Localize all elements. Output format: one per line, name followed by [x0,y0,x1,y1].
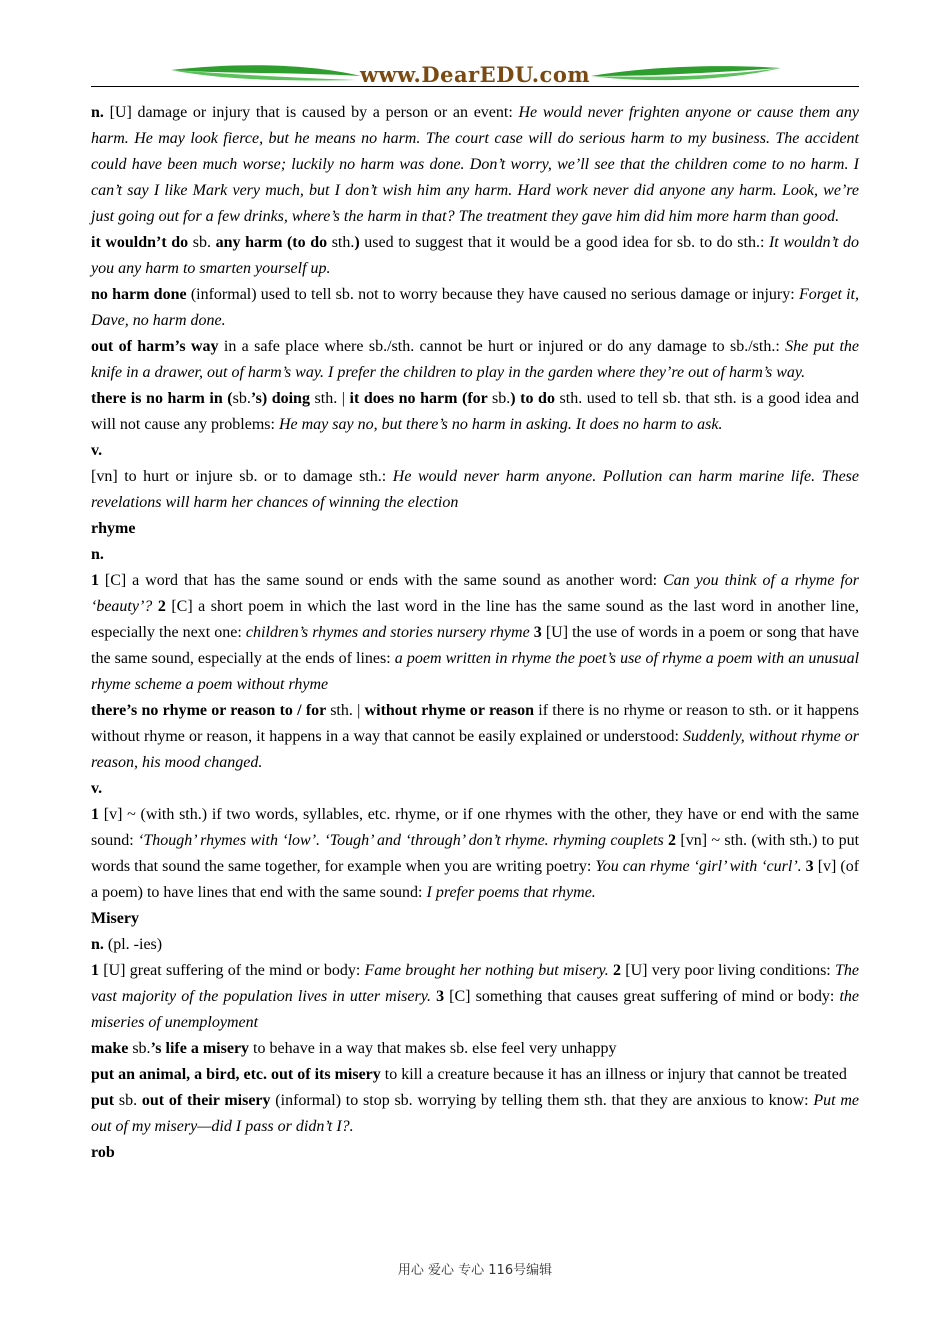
headword-text: without rhyme or reason [364,702,539,719]
headword-text: Misery [91,910,139,927]
headword-text: ) [354,234,365,251]
entry-paragraph [91,776,859,802]
headword-text: any harm (to do [215,234,332,251]
headword-text: there’s no rhyme or reason to / for [91,702,331,719]
definition-text: to behave in a way that makes sb. else feel very unhappy [253,1040,617,1057]
example-text: the miseries of unemployment [91,988,859,1031]
example-text: I prefer poems that rhyme. [426,884,596,901]
definition-text: sb. [132,1040,151,1057]
entry-paragraph [91,1088,859,1140]
definition-text: [U] very poor living conditions: [625,962,836,979]
headword-text: put an animal, a bird, etc. out of its misery [91,1066,385,1083]
definition-text: sb. [232,390,251,407]
example-text: a poem written in rhyme the poet’s use of rhyme a poem with an unusual rhyme scheme a poem without rhyme [91,650,860,693]
entry-paragraph [91,516,859,542]
headword-text: put [91,1092,119,1109]
definition-text: [C] a word that has the same sound or ends with the same sound as another word: [104,572,663,589]
definition-text: (informal) to stop sb. worrying by telling them sth. that they are anxious to know: [275,1092,814,1109]
example-text: Put me out of my misery—did I pass or didn’t I?. [91,1092,859,1135]
headword-text: out of their misery [141,1092,276,1109]
entry-paragraph [91,1036,859,1062]
headword-text: 2 [613,962,626,979]
headword-text: v. [91,780,103,797]
headword-text: no harm done [91,286,191,303]
headword-text: it does no harm (for [349,390,493,407]
entry-paragraph [91,932,859,958]
definition-text: if there is no rhyme or reason to sth. or it happens without rhyme or reason, it happens in a way that cannot be easily explained or understood: [91,702,860,745]
headword-text: 1 [91,962,104,979]
headword-text: v. [91,442,103,459]
page-footer: 用心 爱心 专心 116号编辑 [397,1263,553,1278]
entry-paragraph [91,698,859,776]
example-text: You can rhyme ‘girl’ with ‘curl’. [595,858,806,875]
headword-text: n. [91,104,110,121]
definition-text: sb. [492,390,511,407]
example-text: The vast majority of the population lives in utter misery. [91,962,860,1005]
headword-text: there is no harm in ( [91,390,233,407]
headword-text: n. [91,936,108,953]
headword-text: 3 [805,858,818,875]
headword-text: 3 [533,624,546,641]
definition-text: sb. [192,234,216,251]
headword-text: 1 [91,806,104,823]
example-text: Fame brought her nothing but misery. [364,962,614,979]
definition-text: in a safe place where sb./sth. cannot be hurt or injured or do any damage to sb./sth.: [223,338,786,355]
definition-text: (pl. -ies) [107,936,163,953]
example-text: ‘Though’ rhymes with ‘low’. ‘Tough’ and ‘through’ don’t rhyme. rhyming couplets [138,832,669,849]
entry-paragraph [91,906,859,932]
example-text: He may say no, but there’s no harm in asking. It does no harm to ask. [278,416,723,433]
entry-paragraph [91,334,859,386]
definition-text: to kill a creature because it has an illness or injury that cannot be treated [384,1066,847,1083]
headword-text: ’s) doing [250,390,315,407]
definition-text: [v] (of a poem) to have lines that end with the same sound: [91,858,860,901]
definition-text: [v] ~ (with sth.) if two words, syllables, etc. rhyme, or if one rhymes with the other, they have or end with the same sound: [91,806,860,849]
entry-paragraph [91,438,859,464]
definition-text: sth. | [330,702,365,719]
headword-text: out of harm’s way [91,338,224,355]
entry-paragraph [91,542,859,568]
entry-paragraph [91,802,859,906]
example-text: He would never frighten anyone or cause them any harm. He may look fierce, but he means no harm. The court case will do serious harm to my business. The accident could have been much worse; luckily no harm was done. Don’t worry, we’ll see that the children come to no harm. I can’t say I like Mark very much, but I don’t wish him any harm. Hard work never did anyone any harm. Look, we’re just going out for a few drinks, where’s the harm in that? The treatment they gave him did him more harm than good. [91,104,860,225]
entry-paragraph [91,282,859,334]
entry-paragraph [91,568,859,698]
definition-text: used to suggest that it would be a good idea for sb. to do sth.: [364,234,769,251]
site-title[interactable]: www.DearEDU.com [359,62,591,87]
page-header [91,60,859,88]
definition-text: [vn] ~ sth. (with sth.) to put words that sound the same together, for example when you are writing poetry: [91,832,860,875]
definition-text: sb. [118,1092,142,1109]
entry-paragraph [91,1140,859,1166]
example-text: children’s rhymes and stories nursery rhyme [245,624,534,641]
entry-paragraph [91,100,859,230]
headword-text: 3 [436,988,450,1005]
definition-text: sth. [331,234,355,251]
entry-paragraph [91,464,859,516]
headword-text: 2 [157,598,172,615]
dictionary-content [91,100,859,1166]
definition-text: [C] a short poem in which the last word in the line has the same sound as the last word in another line, especially the next one: [91,598,859,641]
headword-text: rhyme [91,520,136,537]
example-text: Suddenly, without rhyme or reason, his mood changed. [91,728,859,771]
headword-text: it wouldn’t do [91,234,193,251]
definition-text: [U] the use of words in a poem or song that have the same sound, especially at the ends of lines: [91,624,860,667]
example-text: He would never harm anyone. Pollution can harm marine life. These revelations will harm her chances of winning the election [91,468,859,511]
definition-text: [C] something that causes great suffering of mind or body: [449,988,840,1005]
definition-text: [vn] to hurt or injure sb. or to damage sth.: [91,468,393,485]
header-divider [91,86,859,87]
entry-paragraph [91,386,859,438]
definition-text: sth. | [314,390,350,407]
example-text: Forget it, Dave, no harm done. [91,286,860,329]
headword-text: ’s life a misery [150,1040,254,1057]
entry-paragraph [91,230,859,282]
definition-text: (informal) used to tell sb. not to worry because they have caused no serious damage or injury: [190,286,799,303]
definition-text: [U] great suffering of the mind or body: [103,962,365,979]
headword-text: rob [91,1144,115,1161]
example-text: Can you think of a rhyme for ‘beauty’? [91,572,859,615]
headword-text: ) to do [510,390,560,407]
headword-text: make [91,1040,133,1057]
example-text: It wouldn’t do you any harm to smarten yourself up. [91,234,860,277]
headword-text: 2 [668,832,681,849]
entry-paragraph [91,958,859,1036]
entry-paragraph [91,1062,859,1088]
definition-text: sth. used to tell sb. that sth. is a good idea and will not cause any problems: [91,390,859,433]
headword-text: n. [91,546,104,563]
definition-text: [U] damage or injury that is caused by a person or an event: [109,104,519,121]
example-text: She put the knife in a drawer, out of harm’s way. I prefer the children to play in the garden where they’re out of harm’s way. [91,338,859,381]
headword-text: 1 [91,572,105,589]
